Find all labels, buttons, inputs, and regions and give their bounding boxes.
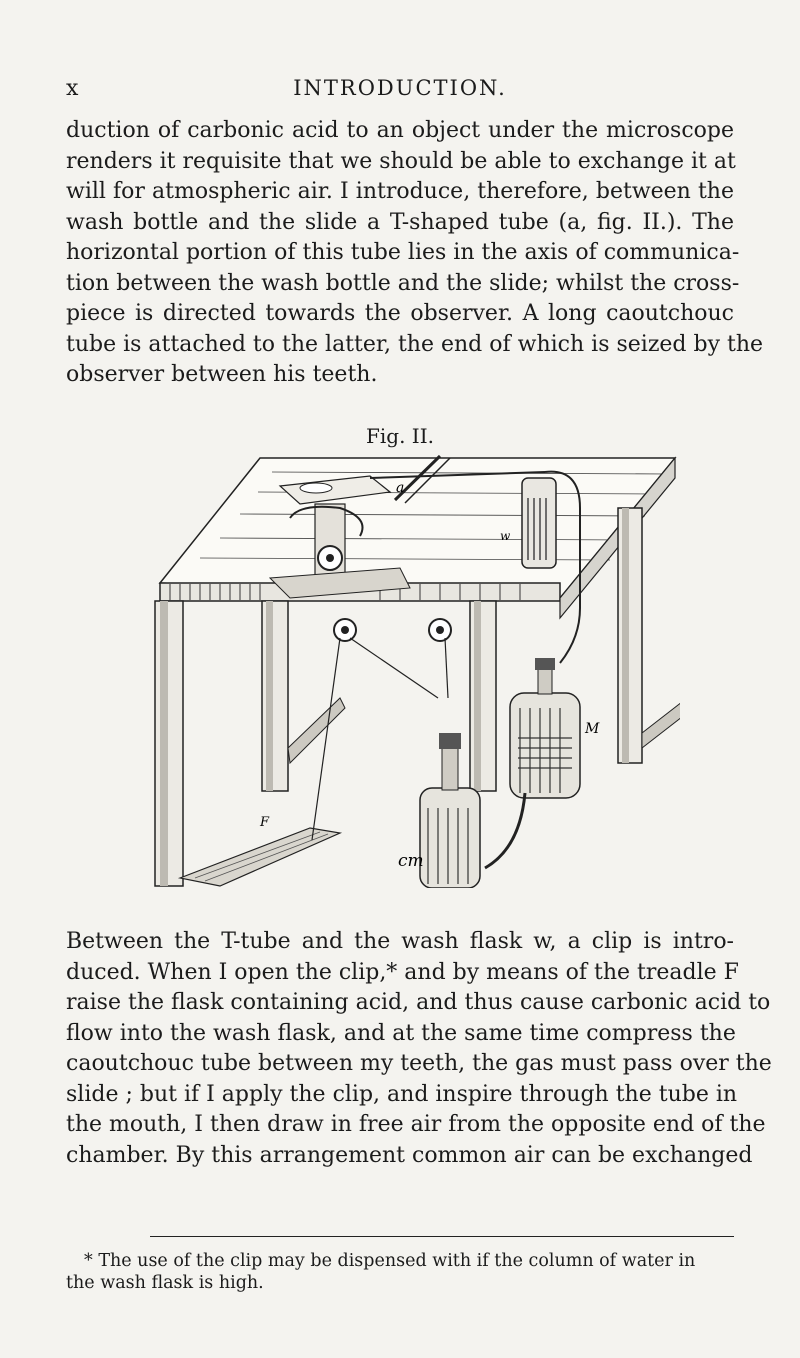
footnote-line: the wash flask is high.	[66, 1273, 264, 1293]
text-line: Between the T-tube and the wash flask w, a clip is intro-	[66, 929, 734, 954]
paragraph-1	[66, 116, 764, 391]
table-leg	[155, 601, 183, 886]
label-m: M	[585, 721, 600, 737]
page-number: x	[66, 76, 80, 101]
text-line: wash bottle and the slide a T-shaped tube (a, fig. II.). The	[66, 209, 734, 235]
text-line: duction of carbonic acid to an object under the microscope	[66, 118, 734, 143]
text-line: the mouth, I then draw in free air from the opposite end of the	[66, 1112, 766, 1137]
figure-caption: Fig. II.	[366, 424, 434, 448]
page-header	[66, 76, 734, 104]
text-line: renders it requisite that we should be able to exchange it at	[66, 148, 736, 174]
text-line: chamber. By this arrangement common air can be exchanged	[66, 1142, 753, 1168]
footnote	[66, 1250, 734, 1294]
treadle	[180, 828, 340, 886]
apparatus-engraving	[140, 448, 680, 888]
table-leg	[262, 601, 288, 791]
text-line: will for atmospheric air. I introduce, therefore, between the	[66, 179, 734, 204]
text-line: caoutchouc tube between my teeth, the gas must pass over the	[66, 1051, 772, 1076]
figure-illustration	[140, 448, 680, 888]
paragraph-2	[66, 927, 772, 1171]
table-leg	[470, 601, 496, 791]
text-line: duced. When I open the clip,* and by means of the treadle F	[66, 959, 739, 985]
label-a: a	[396, 480, 405, 496]
label-w: w	[500, 529, 511, 543]
running-title: INTRODUCTION.	[293, 76, 507, 100]
acid-flask	[485, 658, 580, 868]
text-line: raise the flask containing acid, and thus cause carbonic acid to	[66, 990, 771, 1015]
table-leg	[618, 508, 642, 763]
label-f: F	[260, 815, 270, 830]
text-line: slide ; but if I apply the clip, and inspire through the tube in	[66, 1081, 738, 1107]
label-cm: cm	[398, 851, 424, 871]
text-line: piece is directed towards the observer. A long caoutchouc	[66, 301, 734, 326]
footnote-rule	[150, 1236, 734, 1237]
text-line: flow into the wash flask, and at the same time compress the	[66, 1020, 736, 1046]
text-line: tion between the wash bottle and the slide; whilst the cross-	[66, 270, 740, 296]
text-line: tube is attached to the latter, the end of which is seized by the	[66, 331, 764, 357]
text-line: observer between his teeth.	[66, 362, 378, 387]
text-line: horizontal portion of this tube lies in the axis of communica-	[66, 240, 740, 265]
footnote-line: * The use of the clip may be dispensed with if the column of water in	[84, 1251, 696, 1271]
